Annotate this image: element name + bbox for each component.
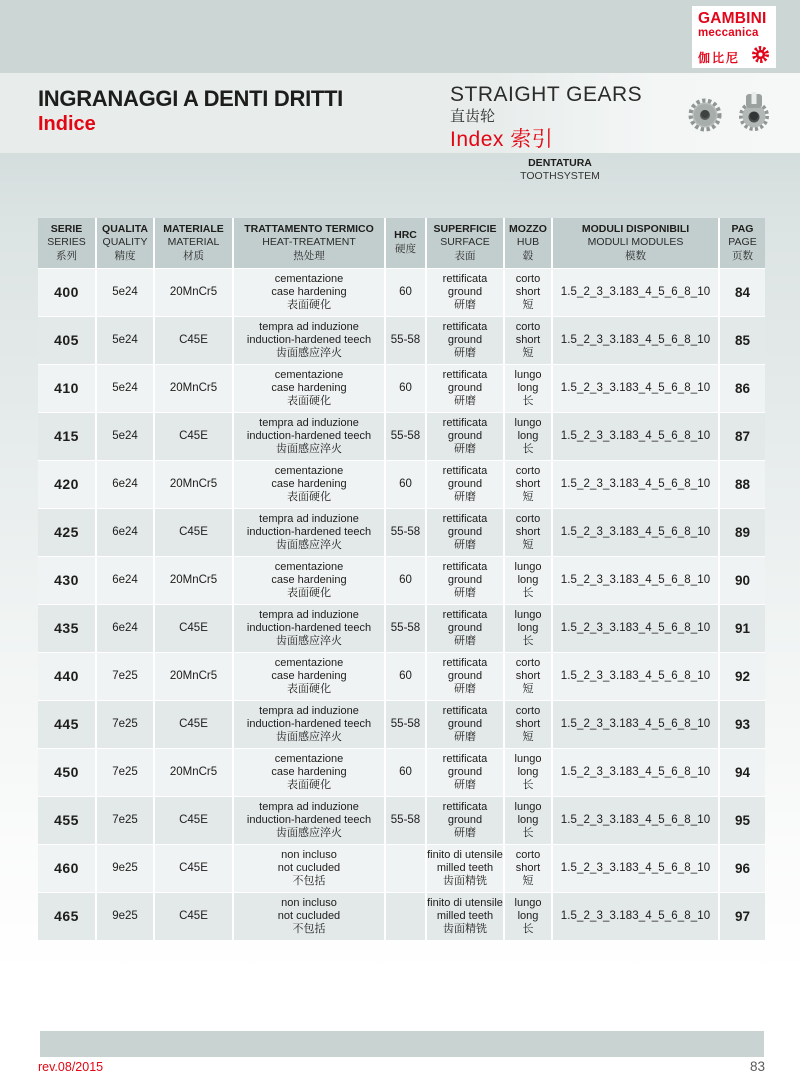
- cell-trattamento: non incluso not cucluded 不包括: [234, 845, 384, 892]
- table-row: [38, 365, 765, 412]
- header-line: 模数: [625, 249, 646, 262]
- header-line: TRATTAMENTO TERMICO: [244, 222, 374, 235]
- header-cell-moduli: [553, 218, 718, 268]
- header-line: MOZZO: [509, 222, 547, 235]
- header-line: HEAT-TREATMENT: [262, 236, 356, 249]
- header-line: 系列: [56, 249, 77, 262]
- table-row: [38, 701, 765, 748]
- cell-qualita: 5e24: [97, 317, 153, 364]
- header-line: HRC: [394, 229, 417, 242]
- page-title-block-en: [450, 84, 642, 150]
- header-line: 热处理: [293, 249, 325, 262]
- cell-pag: 84: [720, 269, 765, 316]
- cell-trattamento: tempra ad induzione induction-hardened teech 齿面感应淬火: [234, 413, 384, 460]
- cell-moduli: 1.5_2_3_3.183_4_5_6_8_10: [553, 557, 718, 604]
- cell-superficie: rettificata ground 研磨: [427, 749, 503, 796]
- header-line: 表面: [454, 249, 476, 262]
- cell-materiale: C45E: [155, 845, 232, 892]
- cell-moduli: 1.5_2_3_3.183_4_5_6_8_10: [553, 845, 718, 892]
- cell-hrc: 60: [386, 461, 425, 508]
- cell-materiale: C45E: [155, 413, 232, 460]
- header-line: QUALITY: [102, 236, 148, 249]
- cell-trattamento: non incluso not cucluded 不包括: [234, 893, 384, 940]
- cell-qualita: 5e24: [97, 365, 153, 412]
- cell-pag: 96: [720, 845, 765, 892]
- header-cell-mozzo: [505, 218, 551, 268]
- cell-moduli: 1.5_2_3_3.183_4_5_6_8_10: [553, 413, 718, 460]
- cell-hrc: 55-58: [386, 701, 425, 748]
- cell-hrc: [386, 893, 425, 940]
- cell-pag: 88: [720, 461, 765, 508]
- brand-gear-icon: [751, 45, 770, 69]
- page-index-english: Index 索引: [450, 128, 554, 151]
- header-line: 硬度: [395, 243, 416, 255]
- footer-bar: [40, 1031, 764, 1057]
- cell-qualita: 7e25: [97, 797, 153, 844]
- cell-moduli: 1.5_2_3_3.183_4_5_6_8_10: [553, 365, 718, 412]
- toothsystem-label: TOOTHSYSTEM: [520, 170, 600, 183]
- cell-materiale: C45E: [155, 797, 232, 844]
- brand-subname: meccanica: [698, 26, 759, 39]
- header-line: MATERIAL: [167, 236, 220, 249]
- cell-trattamento: tempra ad induzione induction-hardened teech 齿面感应淬火: [234, 317, 384, 364]
- cell-mozzo: lungo long 长: [505, 413, 551, 460]
- cell-materiale: C45E: [155, 893, 232, 940]
- cell-materiale: 20MnCr5: [155, 365, 232, 412]
- cell-trattamento: cementazione case hardening 表面硬化: [234, 653, 384, 700]
- table-row: [38, 413, 765, 460]
- cell-superficie: rettificata ground 研磨: [427, 605, 503, 652]
- cell-materiale: 20MnCr5: [155, 653, 232, 700]
- table-row: [38, 461, 765, 508]
- table-row: [38, 557, 765, 604]
- cell-trattamento: tempra ad induzione induction-hardened teech 齿面感应淬火: [234, 701, 384, 748]
- gear-index-table: [38, 218, 765, 940]
- cell-superficie: rettificata ground 研磨: [427, 797, 503, 844]
- header-line: 材质: [183, 249, 204, 262]
- cell-superficie: rettificata ground 研磨: [427, 365, 503, 412]
- cell-qualita: 7e25: [97, 653, 153, 700]
- cell-materiale: 20MnCr5: [155, 557, 232, 604]
- cell-serie: 435: [38, 605, 95, 652]
- brand-name: GAMBINI: [698, 10, 767, 27]
- header-line: PAGE: [728, 236, 757, 249]
- page-number: 83: [750, 1059, 766, 1074]
- cell-moduli: 1.5_2_3_3.183_4_5_6_8_10: [553, 269, 718, 316]
- header-line: SURFACE: [440, 236, 490, 249]
- top-band: [0, 0, 800, 73]
- cell-superficie: rettificata ground 研磨: [427, 653, 503, 700]
- cell-moduli: 1.5_2_3_3.183_4_5_6_8_10: [553, 317, 718, 364]
- cell-mozzo: corto short 短: [505, 461, 551, 508]
- cell-qualita: 9e25: [97, 893, 153, 940]
- cell-mozzo: corto short 短: [505, 317, 551, 364]
- cell-qualita: 9e25: [97, 845, 153, 892]
- cell-moduli: 1.5_2_3_3.183_4_5_6_8_10: [553, 893, 718, 940]
- brand-logo: [692, 6, 776, 68]
- cell-superficie: rettificata ground 研磨: [427, 269, 503, 316]
- page-title-english: STRAIGHT GEARS: [450, 83, 643, 106]
- cell-qualita: 5e24: [97, 269, 153, 316]
- cell-mozzo: lungo long 长: [505, 557, 551, 604]
- cell-qualita: 6e24: [97, 605, 153, 652]
- cell-serie: 420: [38, 461, 95, 508]
- header-line: HUB: [516, 236, 540, 249]
- cell-pag: 97: [720, 893, 765, 940]
- cell-mozzo: lungo long 长: [505, 893, 551, 940]
- header-cell-superficie: [427, 218, 503, 268]
- cell-superficie: rettificata ground 研磨: [427, 413, 503, 460]
- header-line: PAG: [731, 222, 754, 235]
- cell-superficie: rettificata ground 研磨: [427, 509, 503, 556]
- cell-materiale: C45E: [155, 605, 232, 652]
- cell-pag: 91: [720, 605, 765, 652]
- cell-mozzo: corto short 短: [505, 653, 551, 700]
- cell-materiale: C45E: [155, 701, 232, 748]
- cell-serie: 460: [38, 845, 95, 892]
- cell-serie: 430: [38, 557, 95, 604]
- cell-moduli: 1.5_2_3_3.183_4_5_6_8_10: [553, 797, 718, 844]
- header-cell-materiale: [155, 218, 232, 268]
- cell-mozzo: lungo long 长: [505, 365, 551, 412]
- cell-serie: 410: [38, 365, 95, 412]
- header-line: 毂: [522, 249, 534, 262]
- cell-serie: 455: [38, 797, 95, 844]
- cell-pag: 90: [720, 557, 765, 604]
- page-title-chinese: 直齿轮: [450, 108, 496, 125]
- cell-hrc: 55-58: [386, 317, 425, 364]
- table-row: [38, 317, 765, 364]
- cell-mozzo: corto short 短: [505, 845, 551, 892]
- cell-serie: 405: [38, 317, 95, 364]
- cell-pag: 89: [720, 509, 765, 556]
- cell-materiale: 20MnCr5: [155, 749, 232, 796]
- header-line: SUPERFICIE: [433, 222, 497, 235]
- cell-hrc: 55-58: [386, 413, 425, 460]
- cell-pag: 92: [720, 653, 765, 700]
- cell-moduli: 1.5_2_3_3.183_4_5_6_8_10: [553, 653, 718, 700]
- cell-mozzo: corto short 短: [505, 269, 551, 316]
- table-row: [38, 509, 765, 556]
- cell-superficie: finito di utensile milled teeth 齿面精铣: [427, 845, 503, 892]
- cell-qualita: 6e24: [97, 557, 153, 604]
- hub-gear-image-icon: [736, 90, 772, 139]
- cell-trattamento: cementazione case hardening 表面硬化: [234, 557, 384, 604]
- cell-trattamento: tempra ad induzione induction-hardened teech 齿面感应淬火: [234, 797, 384, 844]
- cell-mozzo: lungo long 长: [505, 605, 551, 652]
- cell-trattamento: cementazione case hardening 表面硬化: [234, 461, 384, 508]
- cell-moduli: 1.5_2_3_3.183_4_5_6_8_10: [553, 509, 718, 556]
- cell-hrc: 55-58: [386, 797, 425, 844]
- cell-materiale: C45E: [155, 509, 232, 556]
- cell-pag: 95: [720, 797, 765, 844]
- cell-superficie: rettificata ground 研磨: [427, 317, 503, 364]
- cell-qualita: 7e25: [97, 749, 153, 796]
- header-cell-trattamento: [234, 218, 384, 268]
- cell-materiale: 20MnCr5: [155, 461, 232, 508]
- cell-trattamento: tempra ad induzione induction-hardened teech 齿面感应淬火: [234, 509, 384, 556]
- table-row: [38, 653, 765, 700]
- cell-serie: 400: [38, 269, 95, 316]
- spur-gear-image-icon: [686, 90, 724, 139]
- table-body: [38, 269, 765, 940]
- cell-serie: 465: [38, 893, 95, 940]
- cell-qualita: 6e24: [97, 509, 153, 556]
- cell-superficie: rettificata ground 研磨: [427, 461, 503, 508]
- header-cell-hrc: [386, 218, 425, 268]
- table-row: [38, 893, 765, 940]
- cell-pag: 87: [720, 413, 765, 460]
- cell-hrc: [386, 845, 425, 892]
- table-row: [38, 605, 765, 652]
- brand-chinese-name: 伽比尼: [698, 50, 741, 65]
- cell-serie: 440: [38, 653, 95, 700]
- cell-serie: 445: [38, 701, 95, 748]
- cell-pag: 85: [720, 317, 765, 364]
- cell-hrc: 60: [386, 269, 425, 316]
- cell-moduli: 1.5_2_3_3.183_4_5_6_8_10: [553, 749, 718, 796]
- cell-hrc: 60: [386, 557, 425, 604]
- cell-moduli: 1.5_2_3_3.183_4_5_6_8_10: [553, 605, 718, 652]
- cell-superficie: rettificata ground 研磨: [427, 557, 503, 604]
- cell-moduli: 1.5_2_3_3.183_4_5_6_8_10: [553, 461, 718, 508]
- table-row: [38, 845, 765, 892]
- page-index-italian: Indice: [38, 113, 96, 135]
- header-line: 页数: [732, 249, 753, 262]
- cell-pag: 93: [720, 701, 765, 748]
- cell-hrc: 60: [386, 653, 425, 700]
- header-line: MODULI DISPONIBILI: [581, 222, 690, 235]
- cell-trattamento: tempra ad induzione induction-hardened teech 齿面感应淬火: [234, 605, 384, 652]
- header-line: SERIE: [50, 222, 83, 235]
- cell-serie: 450: [38, 749, 95, 796]
- header-line: QUALITA: [102, 222, 148, 235]
- header-line: MODULI MODULES: [587, 236, 684, 249]
- cell-superficie: finito di utensile milled teeth 齿面精铣: [427, 893, 503, 940]
- cell-serie: 425: [38, 509, 95, 556]
- cell-materiale: C45E: [155, 317, 232, 364]
- cell-pag: 94: [720, 749, 765, 796]
- cell-hrc: 55-58: [386, 509, 425, 556]
- cell-moduli: 1.5_2_3_3.183_4_5_6_8_10: [553, 701, 718, 748]
- cell-mozzo: lungo long 长: [505, 749, 551, 796]
- cell-mozzo: lungo long 长: [505, 797, 551, 844]
- cell-serie: 415: [38, 413, 95, 460]
- cell-trattamento: cementazione case hardening 表面硬化: [234, 269, 384, 316]
- header-line: 精度: [114, 249, 136, 262]
- cell-pag: 86: [720, 365, 765, 412]
- cell-qualita: 6e24: [97, 461, 153, 508]
- table-row: [38, 269, 765, 316]
- cell-hrc: 60: [386, 365, 425, 412]
- cell-qualita: 5e24: [97, 413, 153, 460]
- toothsystem-label-block: [520, 157, 600, 183]
- dentatura-label: DENTATURA: [528, 157, 592, 169]
- gear-photos: [686, 90, 772, 139]
- header-line: SERIES: [47, 236, 86, 249]
- title-band: [0, 73, 800, 153]
- cell-qualita: 7e25: [97, 701, 153, 748]
- cell-superficie: rettificata ground 研磨: [427, 701, 503, 748]
- header-cell-qualita: [97, 218, 153, 268]
- cell-trattamento: cementazione case hardening 表面硬化: [234, 365, 384, 412]
- header-cell-pag: [720, 218, 765, 268]
- cell-hrc: 60: [386, 749, 425, 796]
- table-row: [38, 797, 765, 844]
- table-row: [38, 749, 765, 796]
- cell-materiale: 20MnCr5: [155, 269, 232, 316]
- page-title-italian: INGRANAGGI A DENTI DRITTI: [38, 86, 343, 111]
- cell-hrc: 55-58: [386, 605, 425, 652]
- cell-mozzo: corto short 短: [505, 701, 551, 748]
- table-header-row: [38, 218, 765, 268]
- header-cell-serie: [38, 218, 95, 268]
- cell-mozzo: corto short 短: [505, 509, 551, 556]
- header-line: MATERIALE: [163, 222, 224, 235]
- revision-label: rev.08/2015: [38, 1060, 104, 1074]
- cell-trattamento: cementazione case hardening 表面硬化: [234, 749, 384, 796]
